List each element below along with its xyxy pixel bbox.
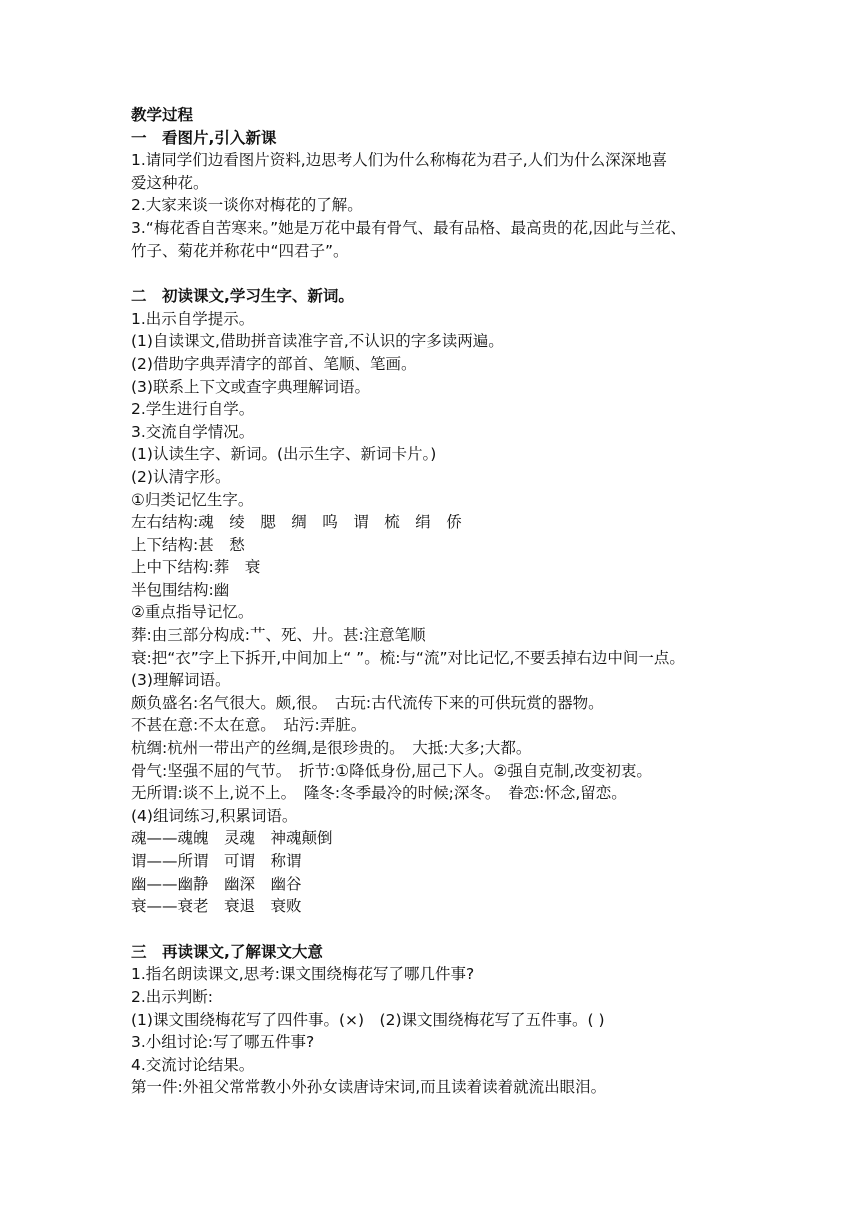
section-gap	[131, 262, 831, 285]
paragraph-line: (1)认读生字、新词。(出示生字、新词卡片。)	[131, 445, 437, 464]
paragraph-line: 衰:把“衣”字上下拆开,中间加上“ ”。梳:与“流”对比记忆,不要丢掉右边中间一点。	[131, 648, 685, 667]
paragraph-line: 1.出示自学提示。	[131, 309, 255, 328]
paragraph-line: 上中下结构:葬 衰	[131, 558, 261, 577]
paragraph-line: 1.请同学们边看图片资料,边思考人们为什么称梅花为君子,人们为什么深深地喜	[131, 151, 668, 170]
paragraph-line: 3.“梅花香自苦寒来。”她是万花中最有骨气、最有品格、最高贵的花,因此与兰花、	[131, 218, 687, 237]
paragraph-line: 2.出示判断:	[131, 987, 214, 1006]
paragraph-line: 上下结构:甚 愁	[131, 535, 245, 554]
paragraph-line: 魂——魂魄 灵魂 神魂颠倒	[131, 829, 333, 848]
paragraph-line: 衰——衰老 衰退 衰败	[131, 897, 302, 916]
paragraph-line: (1)自读课文,借助拼音读准字音,不认识的字多读两遍。	[131, 332, 504, 351]
paragraph-line: 葬:由三部分构成:艹、死、廾。甚:注意笔顺	[131, 626, 426, 645]
paragraph-line: ②重点指导记忆。	[131, 603, 254, 622]
paragraph-line: 谓——所谓 可谓 称谓	[131, 852, 302, 870]
paragraph-line: 3.小组讨论:写了哪五件事?	[131, 1033, 315, 1052]
paragraph-line: (3)联系上下文或查字典理解词语。	[131, 377, 370, 396]
paragraph-line: 左右结构:魂 绫 腮 绸 呜 谓 梳 绢 侨	[131, 513, 462, 532]
paragraph-line: (4)组词练习,积累词语。	[131, 806, 298, 825]
paragraph-line: 1.指名朗读课文,思考:课文围绕梅花写了哪几件事?	[131, 965, 475, 984]
section-2-heading: 二 初读课文,学习生字、新词。	[131, 287, 354, 306]
paragraph-line: 2.大家来谈一谈你对梅花的了解。	[131, 196, 363, 215]
paragraph-line: 4.交流讨论结果。	[131, 1055, 255, 1074]
paragraph-line: (1)课文围绕梅花写了四件事。(×) (2)课文围绕梅花写了五件事。( )	[131, 1010, 605, 1029]
doc-title: 教学过程	[131, 106, 194, 124]
paragraph-line: 不甚在意:不太在意。 玷污:弄脏。	[131, 716, 367, 735]
paragraph-line: 半包围结构:幽	[131, 580, 230, 599]
paragraph-line: 无所谓:谈不上,说不上。 隆冬:冬季最冷的时候;深冬。 眷恋:怀念,留恋。	[131, 784, 627, 803]
paragraph-line: (3)理解词语。	[131, 671, 231, 690]
paragraph-line: 第一件:外祖父常常教小外孙女读唐诗宋词,而且读着读着就流出眼泪。	[131, 1078, 607, 1097]
paragraph-line: ①归类记忆生字。	[131, 490, 254, 509]
paragraph-line: 2.学生进行自学。	[131, 400, 255, 419]
paragraph-line: (2)认清字形。	[131, 467, 231, 486]
document-page	[131, 104, 831, 1099]
section-3-heading: 三 再读课文,了解课文大意	[131, 942, 323, 961]
paragraph-line: 杭绸:杭州一带出产的丝绸,是很珍贵的。 大抵:大多;大都。	[131, 739, 532, 758]
section-gap	[131, 918, 831, 941]
paragraph-line: (2)借助字典弄清字的部首、笔顺、笔画。	[131, 354, 417, 373]
paragraph-line: 颇负盛名:名气很大。颇,很。 古玩:古代流传下来的可供玩赏的器物。	[131, 693, 604, 712]
paragraph-line: 3.交流自学情况。	[131, 422, 255, 441]
section-1-heading: 一 看图片,引入新课	[131, 128, 277, 147]
paragraph-line: 骨气:坚强不屈的气节。 折节:①降低身份,屈己下人。②强自克制,改变初衷。	[131, 761, 652, 780]
paragraph-line: 爱这种花。	[131, 173, 209, 192]
paragraph-line: 幽——幽静 幽深 幽谷	[131, 874, 302, 893]
paragraph-line: 竹子、菊花并称花中“四君子”。	[131, 241, 349, 260]
